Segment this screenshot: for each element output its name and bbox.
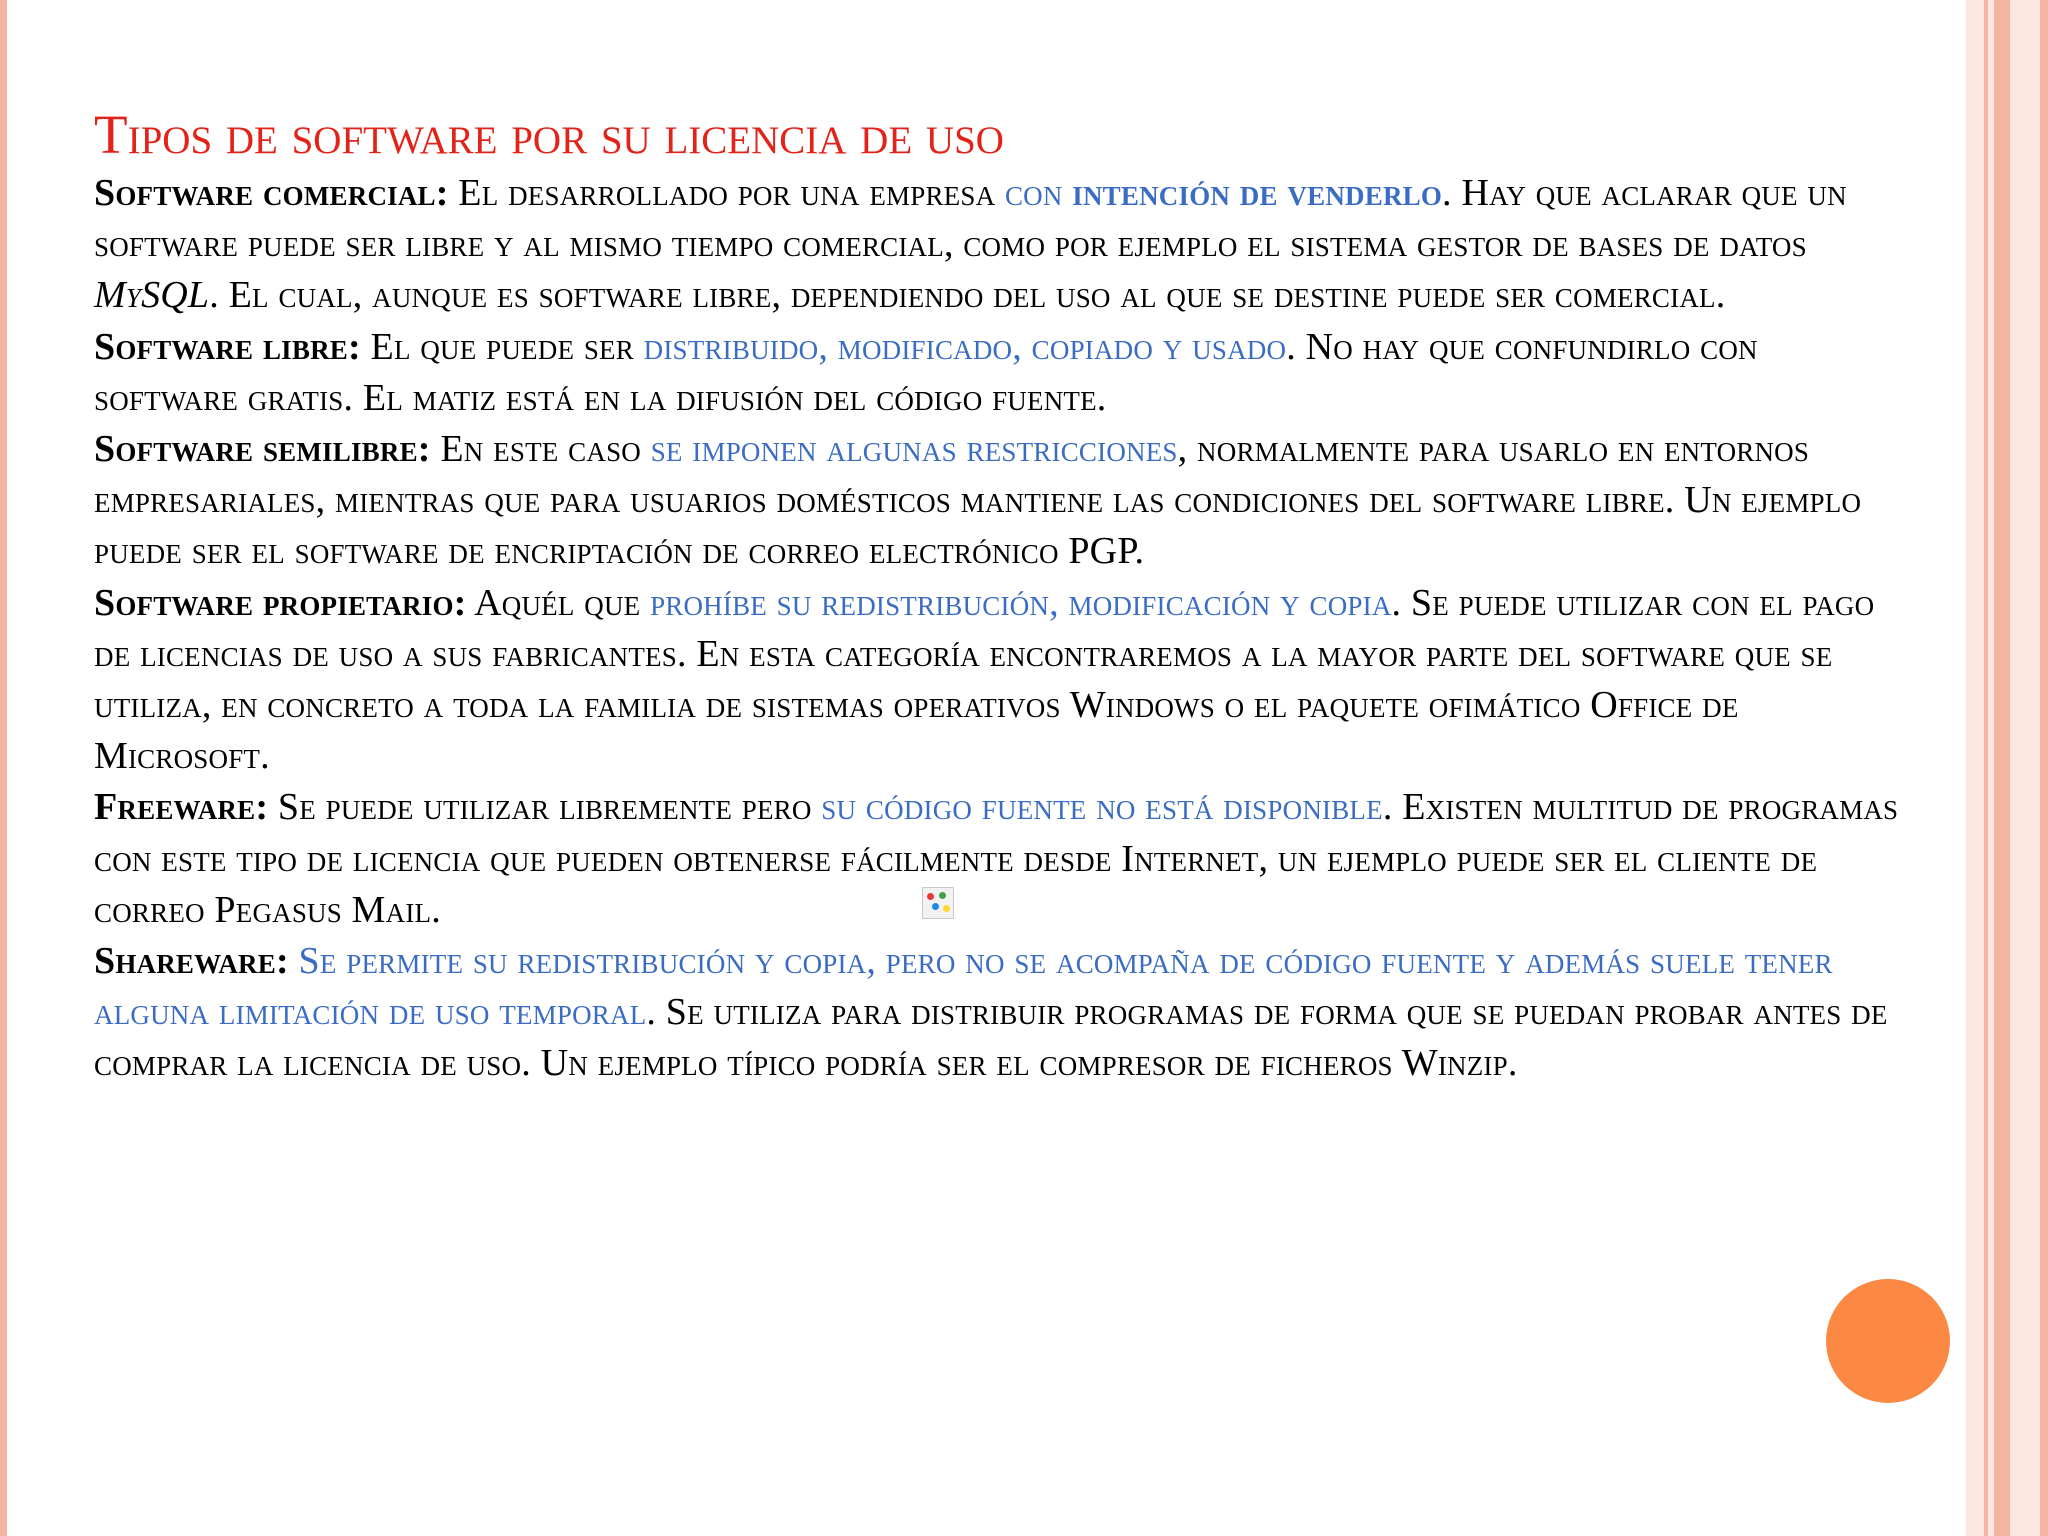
term-label: Software semilibre:: [94, 428, 431, 471]
paragraph-software-libre: [94, 322, 1900, 424]
icon-dot: [927, 893, 934, 900]
highlight-text: intención de vende: [1072, 172, 1383, 214]
body-text: . Se utiliza para distribuir programas de forma que se puedan probar antes de comprar la licencia de uso. Un ejemplo típico podría ser el compresor de ficheros Winzip.: [94, 991, 1888, 1085]
highlight-text: prohíbe su redistribución, modificación y copia: [650, 581, 1392, 624]
body-text: , normalmente para usarlo en entornos empresariales, mientras que para usuarios domésticos mantiene las condiciones del software libre. Un ejemplo puede ser el software de encriptación de correo electrónico PGP.: [94, 428, 1862, 573]
term-label: Freeware:: [94, 786, 269, 829]
term-label: Shareware:: [94, 940, 289, 983]
highlight-text: Se permite su redistribución y copia, pero no se acompaña de código fuente y además suele tener alguna limitación de uso temporal: [94, 940, 1833, 1034]
right-stripe: [2040, 0, 2048, 1536]
slide-title: Tipos de software por su licencia de uso: [94, 104, 1004, 165]
body-text: . Hay que aclarar que un software puede ser libre y al mismo tiempo comercial, como por ejemplo el sistema gestor de bases de datos: [94, 172, 1847, 266]
body-text: Aquél que: [466, 581, 651, 624]
highlight-text: rlo: [1382, 172, 1443, 214]
italic-text: MySQL: [94, 274, 210, 317]
body-text: [289, 940, 299, 982]
term-label: Software libre:: [94, 325, 361, 368]
paragraph-shareware: [94, 936, 1900, 1090]
body-text: . El cual, aunque es software libre, dependiendo del uso al que se destine puede ser comercial.: [209, 274, 1726, 317]
right-decorative-panel: [1966, 0, 2048, 1536]
icon-dot: [943, 905, 950, 912]
highlight-text: con: [1004, 172, 1073, 214]
orange-circle-decoration: [1826, 1279, 1950, 1403]
highlight-text: su código fuente no está disponible: [821, 786, 1383, 829]
term-label: Software propietario:: [94, 581, 467, 624]
paragraph-freeware: [94, 782, 1900, 936]
term-label: Software comercial:: [94, 172, 449, 214]
body-text: El desarrollado por una empresa: [448, 172, 1005, 214]
highlight-text: se imponen algunas restricciones: [650, 428, 1178, 471]
body-text: . Existen multitud de programas con este tipo de licencia que pueden obtenerse fácilmente desde Internet, un ejemplo puede ser el cliente de correo Pegasus Mail.: [94, 786, 1899, 931]
paragraph-software-semilibre: [94, 424, 1900, 578]
right-stripe: [1994, 0, 2010, 1536]
right-stripe: [1984, 0, 1988, 1536]
body-text: Se puede utilizar libremente pero: [268, 786, 822, 829]
left-border: [0, 0, 7, 1536]
highlight-text: distribuido, modificado, copiado y usado: [643, 325, 1287, 368]
paragraph-software-propietario: [94, 578, 1900, 783]
icon-dot: [939, 892, 946, 899]
icon-dot: [932, 903, 939, 910]
body-text: . No hay que confundirlo con software gratis. El matiz está en la difusión del código fuente.: [94, 325, 1758, 419]
body-text: En este caso: [430, 428, 651, 471]
body-text: El que puede ser: [360, 325, 644, 368]
slide-content: [94, 104, 1900, 1090]
paragraph-software-comercial: [94, 168, 1900, 322]
body-text: . Se puede utilizar con el pago de licencias de uso a sus fabricantes. En esta categoría encontraremos a la mayor parte del software que se utiliza, en concreto a toda la familia de sistemas operativos Windows o el paquete ofimático Office de Microsoft.: [94, 581, 1875, 778]
broken-image-icon: [922, 887, 954, 919]
